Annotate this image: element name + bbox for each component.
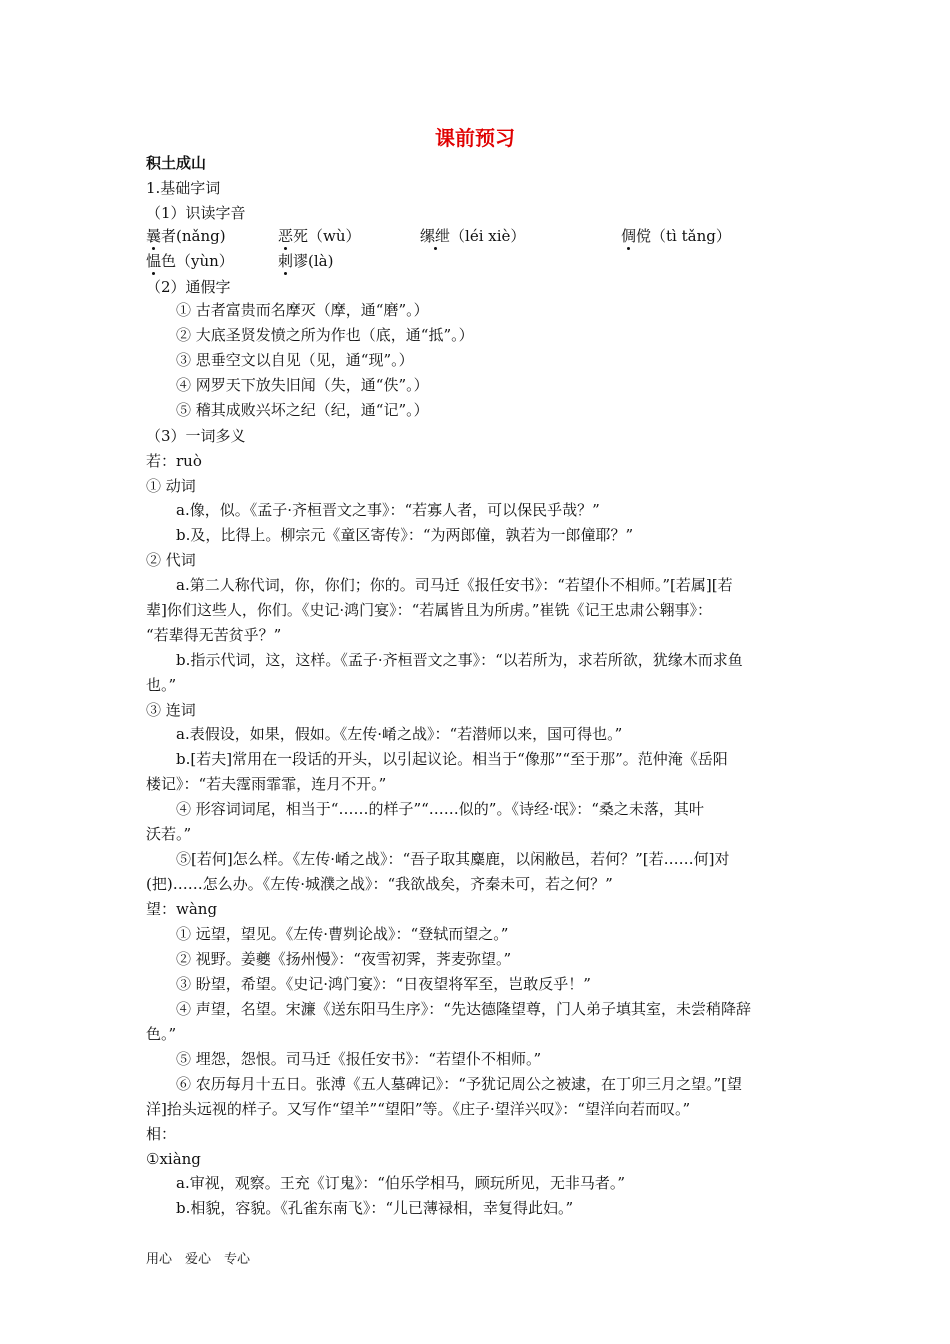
text-line: b.指示代词，这，这样。《孟子·齐桓晋文之事》：“以若所为，求若所欲，犹缘木而求鱼 xyxy=(176,651,743,669)
text-line: 1.基础字词 xyxy=(146,179,221,197)
pron-item: 倜傥（tì tǎng） xyxy=(621,227,731,245)
text-line: ② 大底圣贤发愤之所为作也（底，通“抵”。） xyxy=(176,326,474,344)
text-line: 楼记》：“若夫霪雨霏霏，连月不开。” xyxy=(146,775,387,793)
text-line: ⑤[若何]怎么样。《左传·崤之战》：“吾子取其麋鹿，以闲敝邑，若何？”[若……何]对 xyxy=(176,850,730,868)
text-line: “若辈得无苦贫乎？” xyxy=(146,626,282,644)
text-line: ①xiàng xyxy=(146,1150,201,1168)
text-line: ⑤ 埋怨，怨恨。司马迁《报任安书》：“若望仆不相师。” xyxy=(176,1050,542,1068)
pron-item: 曩者(nǎng) xyxy=(146,227,226,245)
text-line: ⑥ 农历每月十五日。张溥《五人墓碑记》：“予犹记周公之被逮，在丁卯三月之望。”[望 xyxy=(176,1075,742,1093)
text-line: 色。” xyxy=(146,1025,177,1043)
text-line: （2）通假字 xyxy=(146,278,231,296)
text-line: 望：wàng xyxy=(146,900,218,918)
text-line: b.相貌，容貌。《孔雀东南飞》：“儿已薄禄相，幸复得此妇。” xyxy=(176,1199,574,1217)
text-line: a.审视，观察。王充《订鬼》：“伯乐学相马，顾玩所见，无非马者。” xyxy=(176,1174,626,1192)
text-line: ③ 连词 xyxy=(146,701,196,719)
text-line: a.像，似。《孟子·齐桓晋文之事》：“若寡人者，可以保民乎哉？” xyxy=(176,501,600,519)
text-line: a.第二人称代词，你，你们；你的。司马迁《报任安书》：“若望仆不相师。”[若属][若 xyxy=(176,576,733,594)
emphasis-char: 愠 xyxy=(146,252,162,270)
text-line: 洋]抬头远视的样子。又写作“望羊”“望阳”等。《庄子·望洋兴叹》：“望洋向若而叹。” xyxy=(146,1100,691,1118)
text-line: 若：ruò xyxy=(146,452,202,470)
text-line: a.表假设，如果，假如。《左传·崤之战》：“若潜师以来，国可得也。” xyxy=(176,725,623,743)
pron-item: 恶死（wù） xyxy=(278,227,361,245)
emphasis-char: 恶 xyxy=(278,227,294,245)
text-line: (把)……怎么办。《左传·城濮之战》：“我欲战矣，齐秦未可，若之何？” xyxy=(146,875,613,893)
text-line: ③ 思垂空文以自见（见，通“现”。） xyxy=(176,351,414,369)
text-line: ② 代词 xyxy=(146,551,196,569)
text-line: ④ 网罗天下放失旧闻（失，通“佚”。） xyxy=(176,376,429,394)
text-line: ③ 盼望，希望。《史记·鸿门宴》：“日夜望将军至，岂敢反乎！” xyxy=(176,975,591,993)
text-line: ① 远望，望见。《左传·曹刿论战》：“登轼而望之。” xyxy=(176,925,509,943)
text-line: ④ 形容词词尾，相当于“……的样子”“……似的”。《诗经·氓》：“桑之未落，其叶 xyxy=(176,800,704,818)
text-line: b.及，比得上。柳宗元《童区寄传》：“为两郎僮，孰若为一郎僮耶？” xyxy=(176,526,634,544)
pron-item: 刺谬(là) xyxy=(278,252,334,270)
emphasis-char: 刺 xyxy=(278,252,294,270)
page-title: 课前预习 xyxy=(435,126,515,150)
section-heading: 积土成山 xyxy=(146,154,207,172)
text-line: 沃若。” xyxy=(146,825,192,843)
text-line: （1）识读字音 xyxy=(146,204,246,222)
text-line: （3）一词多义 xyxy=(146,427,246,445)
page-footer: 用心 爱心 专心 xyxy=(146,1252,251,1267)
text-line: 相： xyxy=(146,1125,177,1143)
pron-item: 愠色（yùn） xyxy=(146,252,234,270)
text-line: ② 视野。姜夔《扬州慢》：“夜雪初霁，荠麦弥望。” xyxy=(176,950,512,968)
text-line: 也。” xyxy=(146,676,177,694)
text-line: 辈]你们这些人，你们。《史记·鸿门宴》：“若属皆且为所虏。”崔铣《记王忠肃公翱事》： xyxy=(146,601,712,619)
emphasis-char: 缧绁 xyxy=(420,227,451,245)
text-line: ④ 声望，名望。宋濂《送东阳马生序》：“先达德隆望尊，门人弟子填其室，未尝稍降辞 xyxy=(176,1000,751,1018)
text-line: ⑤ 稽其成败兴坏之纪（纪，通“记”。） xyxy=(176,401,429,419)
pron-item: 缧绁（léi xiè） xyxy=(420,227,526,245)
emphasis-char: 倜 xyxy=(621,227,637,245)
emphasis-char: 曩 xyxy=(146,227,162,245)
text-line: b.[若夫]常用在一段话的开头，以引起议论。相当于“像那”“至于那”。范仲淹《岳阳 xyxy=(176,750,728,768)
text-line: ① 动词 xyxy=(146,477,196,495)
text-line: ① 古者富贵而名摩灭（摩，通“磨”。） xyxy=(176,301,429,319)
